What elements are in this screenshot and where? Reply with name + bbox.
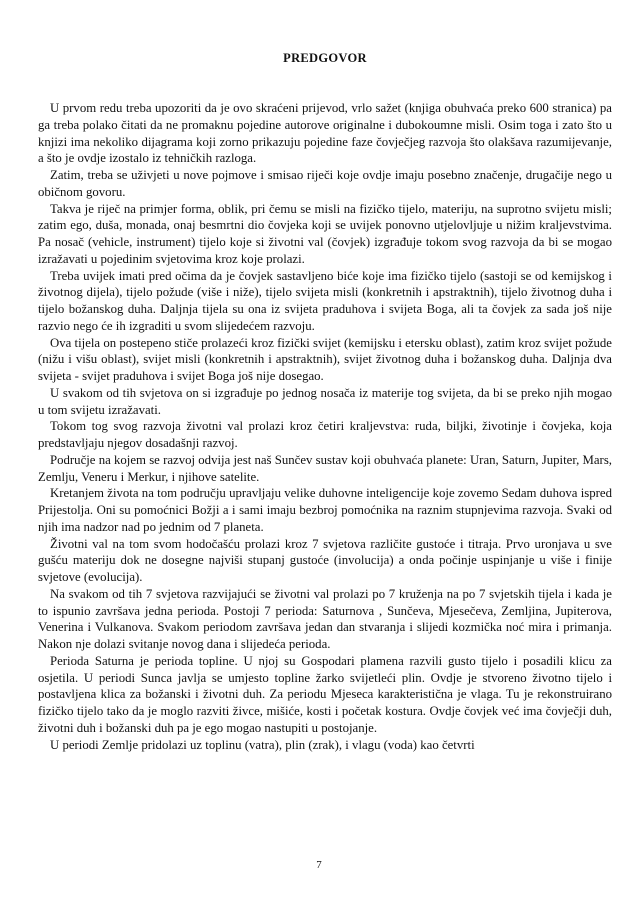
page-number: 7 [316,859,322,871]
paragraph-2: Zatim, treba se uživjeti u nove pojmove i smisao riječi koje ovdje imaju posebno značenje, drugačije nego u običnom govoru. [38,168,612,199]
document-page [38,50,612,753]
paragraph-13: U periodi Zemlje pridolazi uz toplinu (vatra), plin (zrak), i vlagu (voda) kao četvrti [50,737,475,752]
paragraph-12: Perioda Saturna je perioda topline. U njoj su Gospodari plamena razvili gusto tijelo i posadili klicu za osjetila. U periodi Sunca javlja se umjesto topline žarko svijetleći plin. Ovdje je stvoreno životno tijelo i postavljena klica za božanski i životni duh. Za periodu Mjeseca karakteristična je vlaga. Tu je rekonstruirano fizičko tijelo tako da je moglo razviti živce, mišiće, kosti i početak kostura. Ovdje čovjek već ima čovječji duh, životni duh i božanski duh pa je ego mogao nastupiti u postojanje. [38,653,612,735]
paragraph-7: Tokom tog svog razvoja životni val prolazi kroz četiri kraljevstva: ruda, biljki, životinje i čovjeka, koja predstavljaju njegov dosadašnji razvoj. [38,419,612,450]
document-title: PREDGOVOR [283,51,367,65]
paragraph-10: Životni val na tom svom hodočašću prolazi kroz 7 svjetova različite gustoće i titraja. Prvo uronjava u sve gušću materiju dok ne dosegne najviši stupanj gustoće (involucija) a onda počinje uspinjanje u više i finije svjetove (evolucija). [38,536,612,584]
paragraph-3: Takva je riječ na primjer forma, oblik, pri čemu se misli na fizičko tijelo, materiju, na suprotno svijetu misli; zatim ego, duša, monada, onaj besmrtni dio čovjeka koji se uvijek ponovno utjelovljuje u nižim kraljevstvima. Pa nosač (vehicle, instrument) tijelo koje si životni val (čovjek) izgrađuje tokom svog razvoja da bi se mogao izražavati u pojedinim svjetovima kroz koje prolazi. [38,201,612,266]
paragraph-8: Područje na kojem se razvoj odvija jest naš Sunčev sustav koji obuhvaća planete: Uran, Saturn, Jupiter, Mars, Zemlju, Veneru i Merkur, i njihove satelite. [38,452,612,484]
paragraph-4: Treba uvijek imati pred očima da je čovjek sastavljeno biće koje ima fizičko tijelo (sastoji se od kemijskog i životnog dijela), tijelo požude (više i niže), tijelo svijeta misli (konkretnih i apstraktnih), tijelo životnog duha i tijelo božanskog duha. Daljnja tijela su ona iz svijeta praduhova i svijeta Boga, ali ta čovjek za sada još nije razvio nego će ih izgraditi u svom slijedećem razvoju. [38,268,612,333]
paragraph-6: U svakom od tih svjetova on si izgrađuje po jednog nosača iz materije tog svijeta, da bi se preko njih mogao u tom svijetu izražavati. [38,385,612,417]
paragraph-5: Ova tijela on postepeno stiče prolazeći kroz fizički svijet (kemijsku i etersku oblast), zatim kroz svijet požude (nižu i višu oblast), svijet misli (konkretnih i apstraktnih), svijet životnog duha i božanskog duha. Daljnja dva svijeta - svijet praduhova i svijet Boga još nije dosegao. [38,335,612,383]
paragraph-11: Na svakom od tih 7 svjetova razvijajući se životni val prolazi po 7 kruženja na po 7 svjetskih tijela i kada je to ispunio završava jedna perioda. Postoji 7 perioda: Saturnova , Sunčeva, Mjesečeva, Zemljina, Jupiterova, Venerina i Vulkanova. Svakom periodom završava jedan dan stvaranja i slijedi kozmička noć mira i primanja. Nakon nje dolazi svitanje novog dana i slijedeća perioda. [38,586,612,651]
paragraph-9: Kretanjem života na tom području upravljaju velike duhovne inteligencije koje zovemo Sedam duhova ispred Prijestolja. Oni su pomoćnici Božji a i sami imaju bezbroj pomoćnika na raznim stupnjevima razvoja. Svaki od njih ima nadzor nad po jednim od 7 planeta. [38,486,612,534]
paragraph-1: U prvom redu treba upozoriti da je ovo skraćeni prijevod, vrlo sažet (knjiga obuhvaća preko 600 stranica) pa ga treba polako čitati da ne promaknu pojedine autorove originalne i dubokoumne misli. Osim toga i zato što u knjizi ima nekoliko dijagrama koji zorno prikazuju pojedine faze čovječjeg razvoja što olakšava razumijevanje, a što je ovdje izostalo iz tehničkih razloga. [38,101,612,166]
